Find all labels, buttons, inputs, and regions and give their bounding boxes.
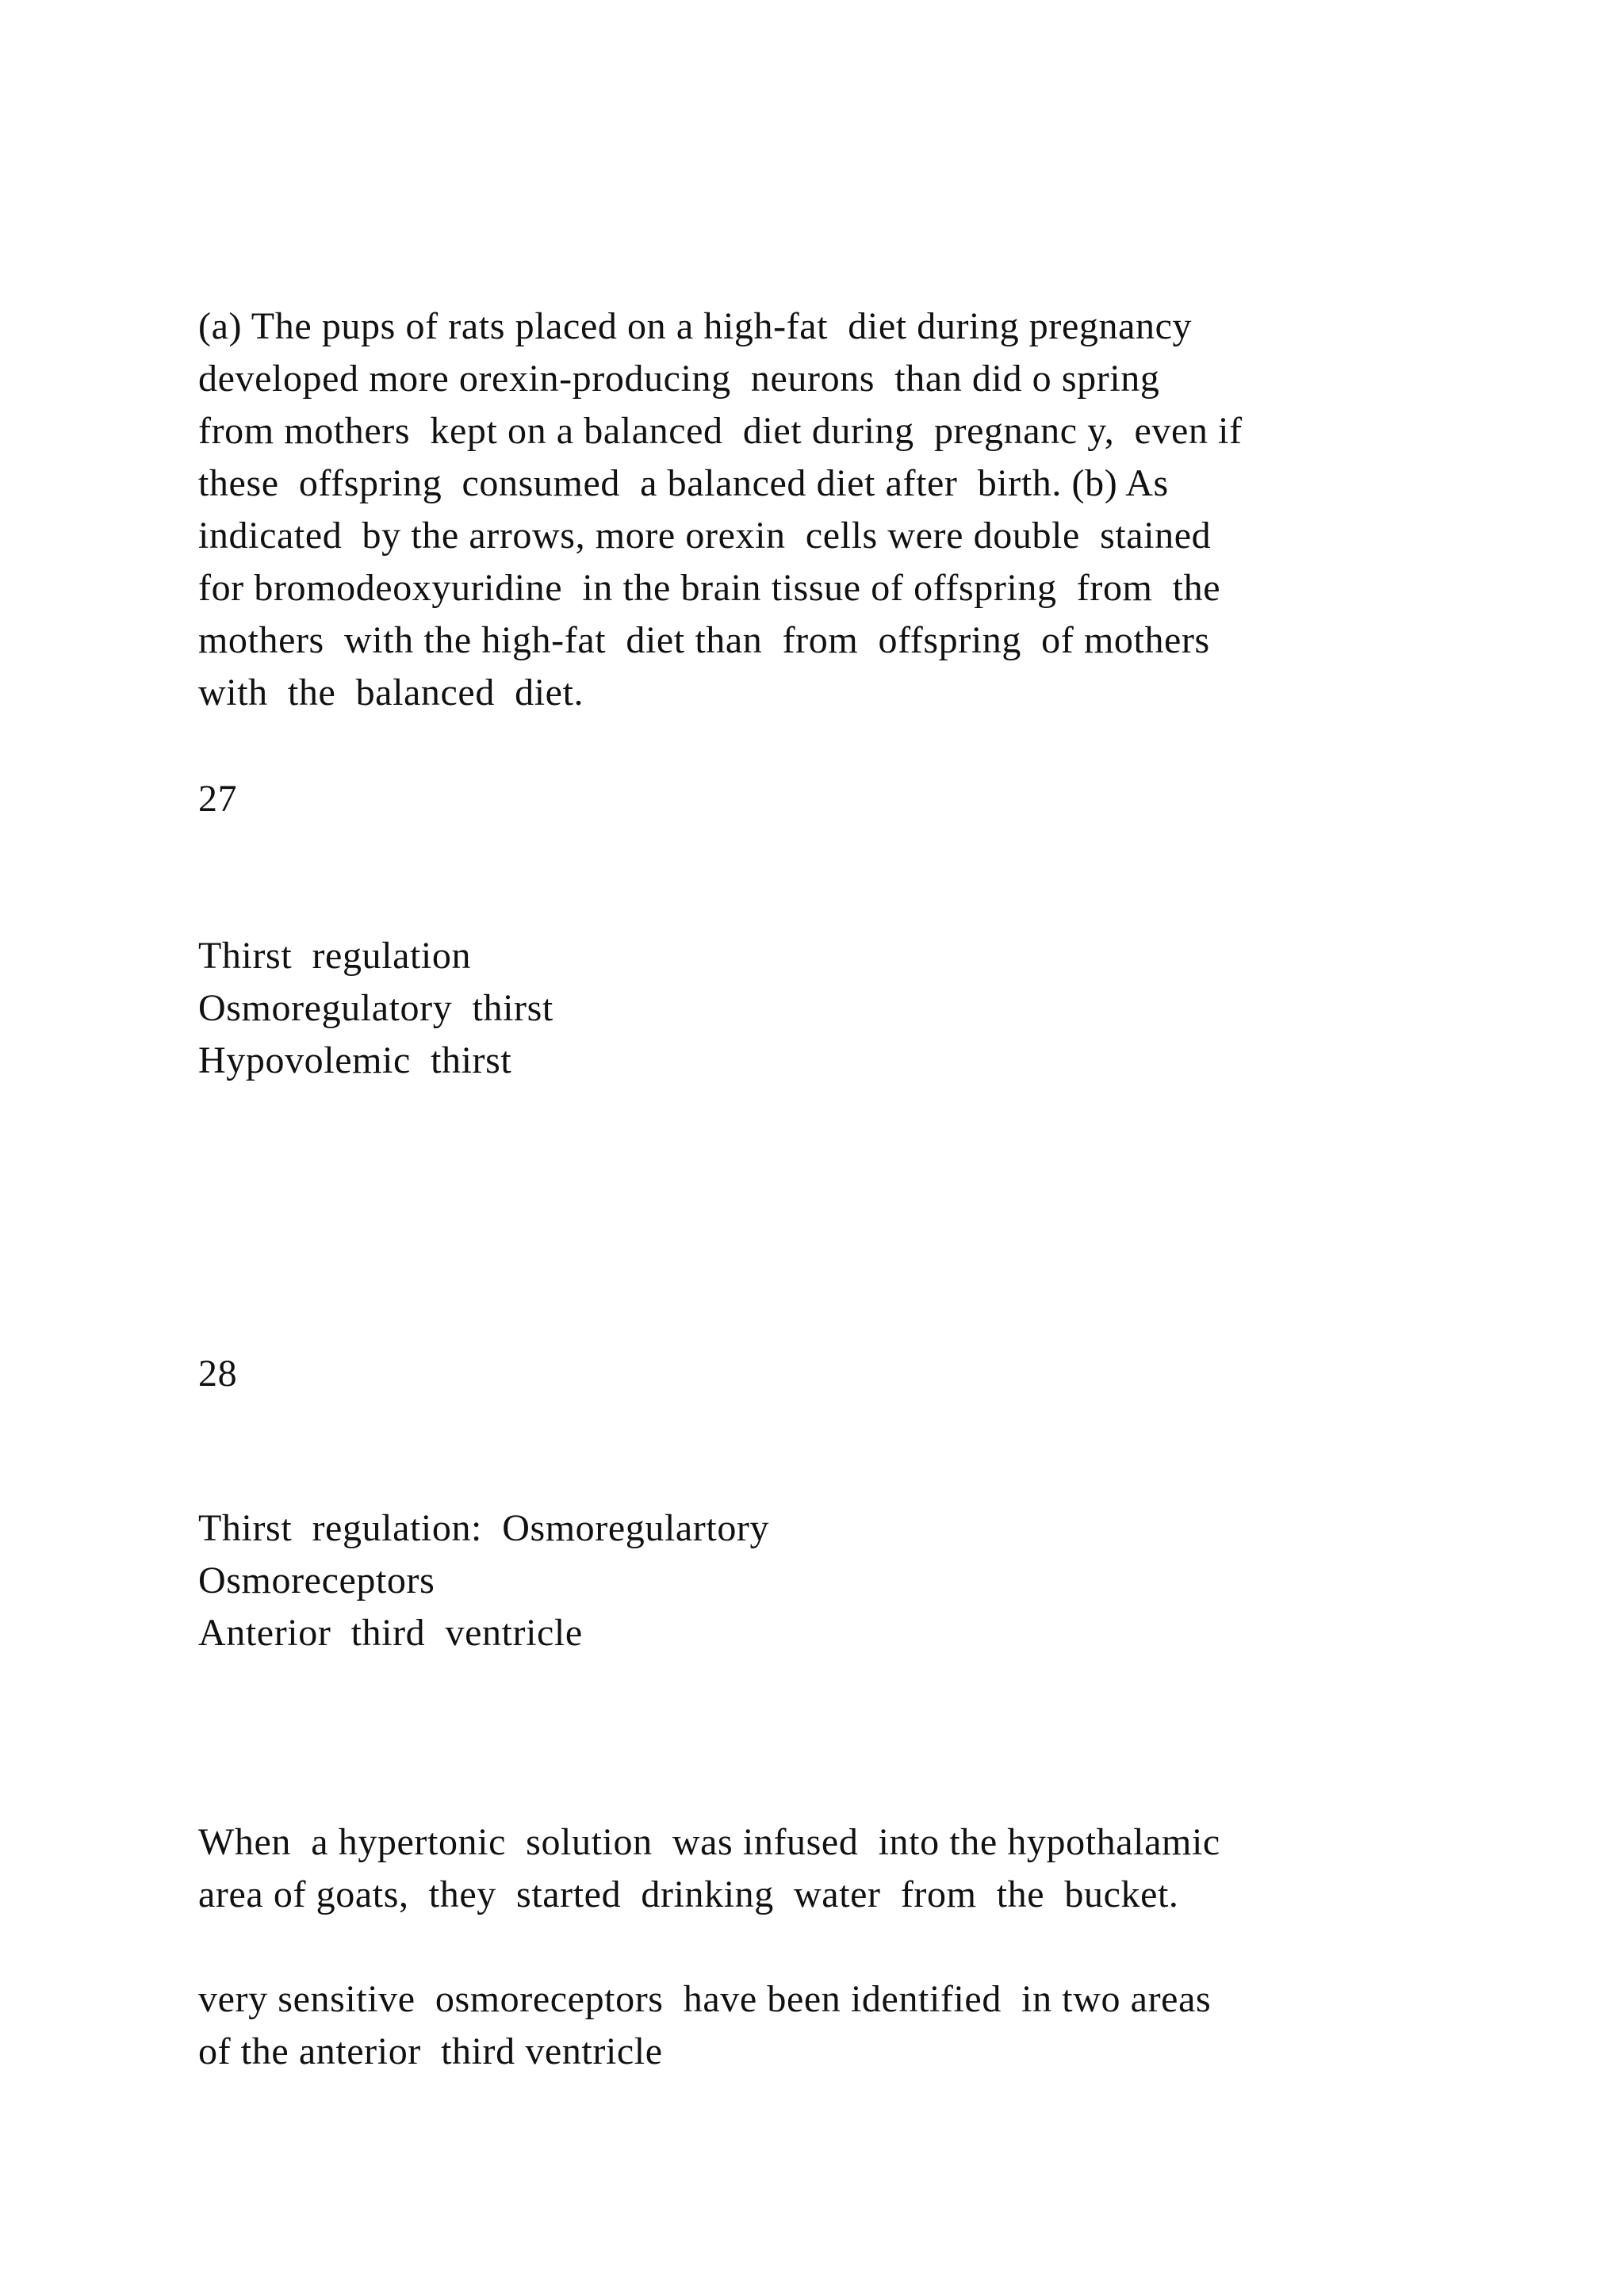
body-line: of the anterior third ventricle: [198, 2030, 663, 2072]
caption-line: indicated by the arrows, more orexin cells were double stained: [198, 515, 1212, 557]
bullet-line: Hypovolemic thirst: [198, 1039, 512, 1081]
bullet-line: Osmoreceptors: [198, 1559, 435, 1601]
caption-line: mothers with the high-fat diet than from offspring of mothers: [198, 619, 1210, 661]
body-line: area of goats, they started drinking water from the bucket.: [198, 1873, 1179, 1915]
caption-line: (a) The pups of rats placed on a high-fat diet during pregnancy: [198, 305, 1193, 347]
caption-line: from mothers kept on a balanced diet during pregnanc y, even if: [198, 410, 1243, 452]
caption-line: these offspring consumed a balanced diet after birth. (b) As: [198, 462, 1169, 504]
caption-line: for bromodeoxyuridine in the brain tissue of offspring from the: [198, 567, 1221, 609]
heading-line: Thirst regulation: [198, 935, 472, 977]
body-line: When a hypertonic solution was infused into the hypothalamic: [198, 1821, 1220, 1863]
bullet-line: Anterior third ventricle: [198, 1612, 583, 1654]
caption-line: developed more orexin-producing neurons than did o spring: [198, 358, 1160, 400]
bullet-line: Osmoregulatory thirst: [198, 987, 553, 1029]
heading-line: Thirst regulation: Osmoregulartory: [198, 1507, 770, 1549]
page-number: 27: [198, 778, 238, 820]
body-line: very sensitive osmoreceptors have been identified in two areas: [198, 1978, 1212, 2020]
page-number: 28: [198, 1353, 238, 1395]
caption-line: with the balanced diet.: [198, 672, 584, 714]
